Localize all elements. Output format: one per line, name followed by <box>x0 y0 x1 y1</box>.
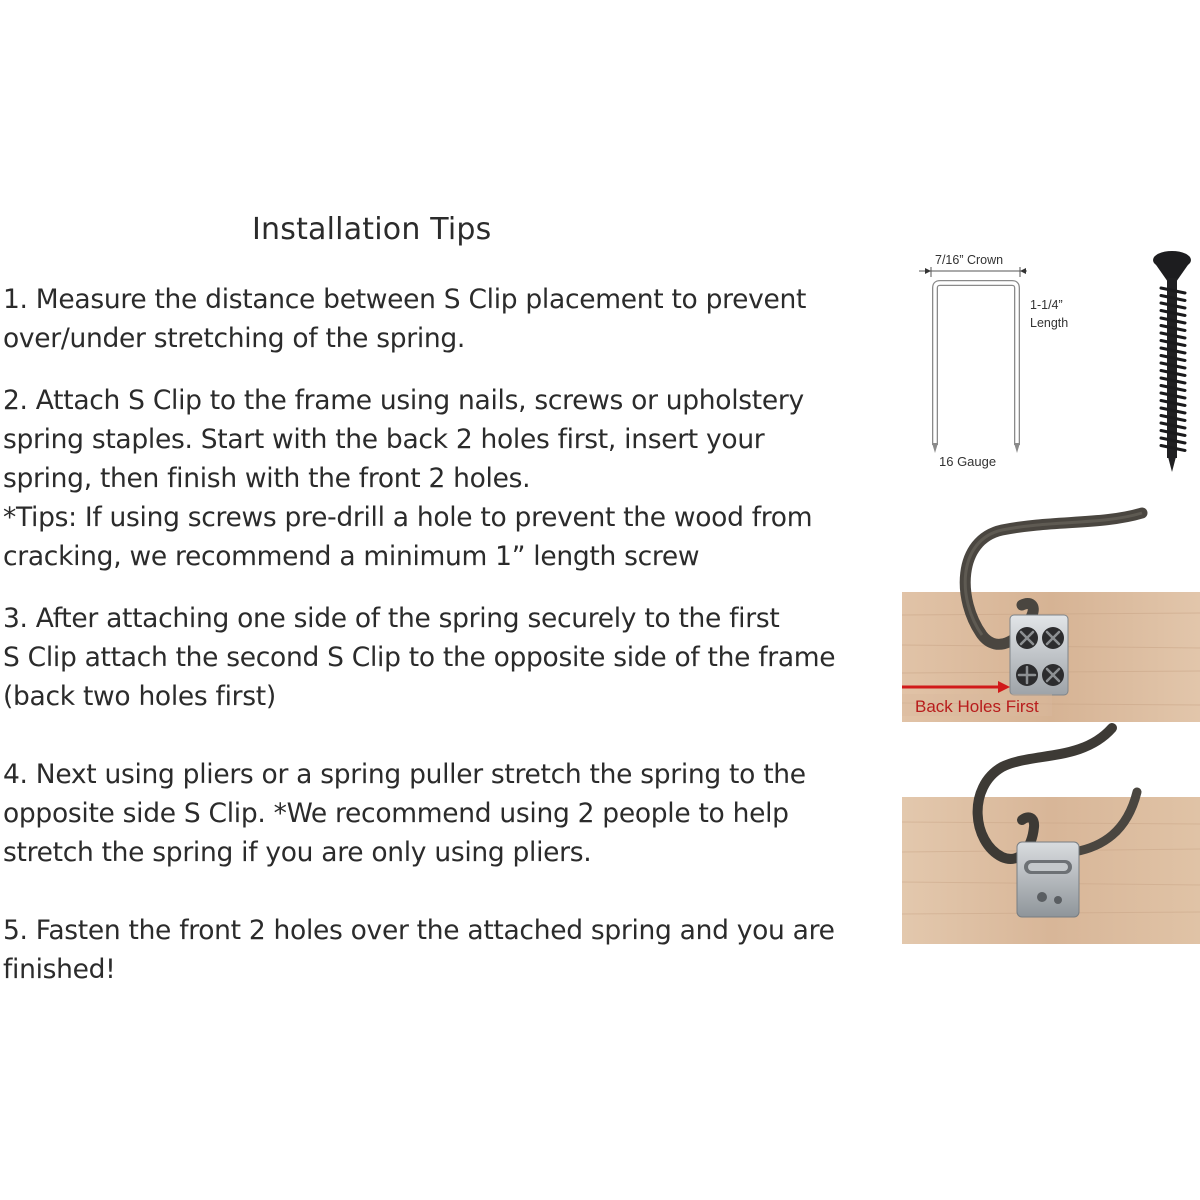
length-label-line-2: Length <box>1030 316 1069 330</box>
back-holes-first-label: Back Holes First <box>915 697 1039 716</box>
photo-front-holes-fastened <box>902 722 1200 944</box>
screw-image <box>1145 248 1200 476</box>
staple-leg-tip-left <box>932 443 938 453</box>
step-5-line-2: finished! <box>3 954 116 985</box>
step-4 <box>3 755 806 872</box>
step-3-line-3: (back two holes first) <box>3 681 276 712</box>
staple-outline <box>935 283 1017 445</box>
photo-2-illustration <box>902 722 1200 944</box>
step-2-line-3: spring, then finish with the front 2 holes. <box>3 463 531 494</box>
crown-arrow-right <box>1020 268 1026 274</box>
step-1-line-2: over/under stretching of the spring. <box>3 323 466 354</box>
photo-back-holes-first <box>902 505 1200 722</box>
step-5 <box>3 911 835 989</box>
step-3-line-2: S Clip attach the second S Clip to the opposite side of the frame <box>3 642 836 673</box>
step-3-line-1: 3. After attaching one side of the spring securely to the first <box>3 603 780 634</box>
s-clip-2 <box>1017 842 1079 917</box>
step-4-line-1: 4. Next using pliers or a spring puller stretch the spring to the <box>3 759 806 790</box>
gauge-label: 16 Gauge <box>939 454 997 469</box>
staple-diagram <box>905 245 1080 480</box>
step-4-line-3: stretch the spring if you are only using pliers. <box>3 837 592 868</box>
photo-1-illustration <box>902 505 1200 722</box>
step-3 <box>3 599 835 716</box>
length-label-line-1: 1-1/4” <box>1030 298 1063 312</box>
step-2-line-2: spring staples. Start with the back 2 holes first, insert your <box>3 424 765 455</box>
step-5-line-1: 5. Fasten the front 2 holes over the attached spring and you are <box>3 915 835 946</box>
step-2-line-1: 2. Attach S Clip to the frame using nails, screws or upholstery <box>3 385 804 416</box>
step-1-line-1: 1. Measure the distance between S Clip placement to prevent <box>3 284 807 315</box>
step-2-tip-line-1: *Tips: If using screws pre-drill a hole to prevent the wood from <box>3 502 813 533</box>
screw-tip <box>1167 453 1177 472</box>
step-1 <box>3 280 806 358</box>
step-2 <box>3 381 812 576</box>
crown-label: 7/16” Crown <box>935 253 1004 267</box>
staple-leg-tip-right <box>1014 443 1020 453</box>
crown-arrow-left <box>925 268 931 274</box>
step-4-line-2: opposite side S Clip. *We recommend using 2 people to help <box>3 798 789 829</box>
page-title: Installation Tips <box>252 212 492 247</box>
step-2-tip-line-2: cracking, we recommend a minimum 1” length screw <box>3 541 700 572</box>
